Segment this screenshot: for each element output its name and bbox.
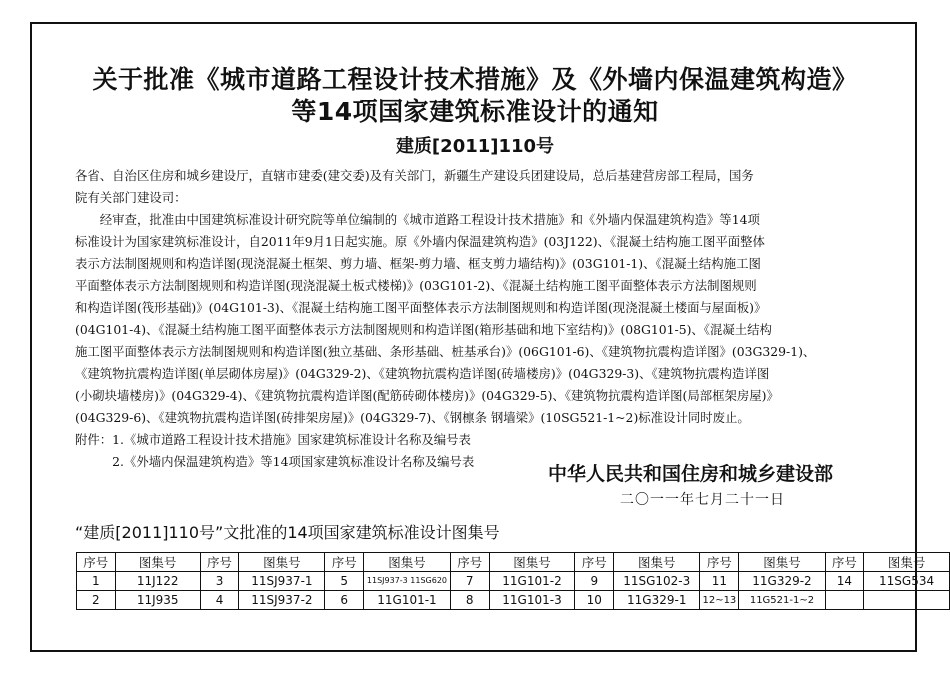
cell-code: 11SJ937-1 xyxy=(239,572,325,591)
body-line: (小砌块墙楼房)》(04G329-4)、《建筑物抗震构造详图(配筋砖砌体楼房)》(04G329-5)、《建筑物抗震构造详图(局部框架房屋)》 xyxy=(75,388,779,403)
body-line: 各省、自治区住房和城乡建设厅，直辖市建委(建交委)及有关部门，新疆生产建设兵团建设局，总后基建营房部工程局，国务 xyxy=(75,168,754,183)
cell-code: 11SG534 xyxy=(864,572,950,591)
cell-no xyxy=(825,591,864,610)
document-title-line2: 等14项国家建筑标准设计的通知 xyxy=(291,97,659,126)
issue-date: 二〇一一年七月二十一日 xyxy=(620,492,785,508)
body-line: (04G329-6)、《建筑物抗震构造详图(砖排架房屋)》(04G329-7)、《钢檩条 钢墙梁》(10SG521-1~2)标准设计同时废止。 xyxy=(75,410,750,425)
header-no: 序号 xyxy=(325,553,364,572)
cell-no: 1 xyxy=(77,572,116,591)
cell-no: 6 xyxy=(325,591,364,610)
cell-no: 3 xyxy=(200,572,239,591)
cell-no: 10 xyxy=(575,591,614,610)
header-code: 图集号 xyxy=(614,553,700,572)
cell-code: 11G329-2 xyxy=(739,572,825,591)
cell-code: 11SJ937-3 11SG620 xyxy=(364,572,451,591)
cell-code: 11SG102-3 xyxy=(614,572,700,591)
header-code: 图集号 xyxy=(364,553,451,572)
table-row xyxy=(77,572,950,591)
attachment-2: 2.《外墙内保温建筑构造》等14项国家建筑标准设计名称及编号表 xyxy=(75,454,475,469)
issuing-organization: 中华人民共和国住房和城乡建设部 xyxy=(548,463,834,485)
cell-no: 8 xyxy=(450,591,489,610)
header-code: 图集号 xyxy=(489,553,575,572)
header-code: 图集号 xyxy=(239,553,325,572)
body-line: 平面整体表示方法制图规则和构造详图(现浇混凝土板式楼梯)》(03G101-2)、《混凝土结构施工图平面整体表示方法制图规则 xyxy=(75,278,757,293)
body-line: 表示方法制图规则和构造详图(现浇混凝土框架、剪力墙、框架-剪力墙、框支剪力墙结构)》(03G101-1)、《混凝土结构施工图 xyxy=(75,256,761,271)
document-title-line1: 关于批准《城市道路工程设计技术措施》及《外墙内保温建筑构造》 xyxy=(92,65,858,94)
cell-code: 11G101-2 xyxy=(489,572,575,591)
cell-no: 5 xyxy=(325,572,364,591)
body-line: 经审查，批准由中国建筑标准设计研究院等单位编制的《城市道路工程设计技术措施》和《外墙内保温建筑构造》等14项 xyxy=(75,212,760,227)
header-no: 序号 xyxy=(825,553,864,572)
cell-no: 2 xyxy=(77,591,116,610)
header-no: 序号 xyxy=(575,553,614,572)
header-no: 序号 xyxy=(200,553,239,572)
cell-no: 4 xyxy=(200,591,239,610)
header-code: 图集号 xyxy=(739,553,825,572)
header-no: 序号 xyxy=(450,553,489,572)
cell-no: 12~13 xyxy=(700,591,739,610)
table-header-row xyxy=(77,553,950,572)
header-code: 图集号 xyxy=(115,553,200,572)
cell-code: 11J122 xyxy=(115,572,200,591)
body-line: 施工图平面整体表示方法制图规则和构造详图(独立基础、条形基础、桩基承台)》(06G101-6)、《建筑物抗震构造详图》(03G329-1)、 xyxy=(75,344,816,359)
body-line: (04G101-4)、《混凝土结构施工图平面整体表示方法制图规则和构造详图(箱形基础和地下室结构)》(08G101-5)、《混凝土结构 xyxy=(75,322,772,337)
header-code: 图集号 xyxy=(864,553,950,572)
cell-no: 14 xyxy=(825,572,864,591)
cell-code xyxy=(864,591,950,610)
body-line: 和构造详图(筏形基础)》(04G101-3)、《混凝土结构施工图平面整体表示方法制图规则和构造详图(现浇混凝土楼面与屋面板)》 xyxy=(75,300,767,315)
document-number: 建质[2011]110号 xyxy=(395,136,555,157)
atlas-number-table xyxy=(76,552,950,610)
cell-code: 11J935 xyxy=(115,591,200,610)
attachment-1: 附件：1.《城市道路工程设计技术措施》国家建筑标准设计名称及编号表 xyxy=(75,432,471,447)
cell-code: 11G101-3 xyxy=(489,591,575,610)
cell-code: 11G101-1 xyxy=(364,591,451,610)
table-title: “建质[2011]110号”文批准的14项国家建筑标准设计图集号 xyxy=(75,523,500,542)
cell-code: 11G329-1 xyxy=(614,591,700,610)
header-no: 序号 xyxy=(77,553,116,572)
body-line: 《建筑物抗震构造详图(单层砌体房屋)》(04G329-2)、《建筑物抗震构造详图(砖墙楼房)》(04G329-3)、《建筑物抗震构造详图 xyxy=(75,366,770,381)
cell-no: 9 xyxy=(575,572,614,591)
body-line: 标准设计为国家建筑标准设计，自2011年9月1日起实施。原《外墙内保温建筑构造》(03J122)、《混凝土结构施工图平面整体 xyxy=(75,234,765,249)
cell-code: 11G521-1~2 xyxy=(739,591,825,610)
cell-code: 11SJ937-2 xyxy=(239,591,325,610)
cell-no: 7 xyxy=(450,572,489,591)
body-line: 院有关部门建设司： xyxy=(75,190,187,205)
cell-no: 11 xyxy=(700,572,739,591)
header-no: 序号 xyxy=(700,553,739,572)
table-row xyxy=(77,591,950,610)
